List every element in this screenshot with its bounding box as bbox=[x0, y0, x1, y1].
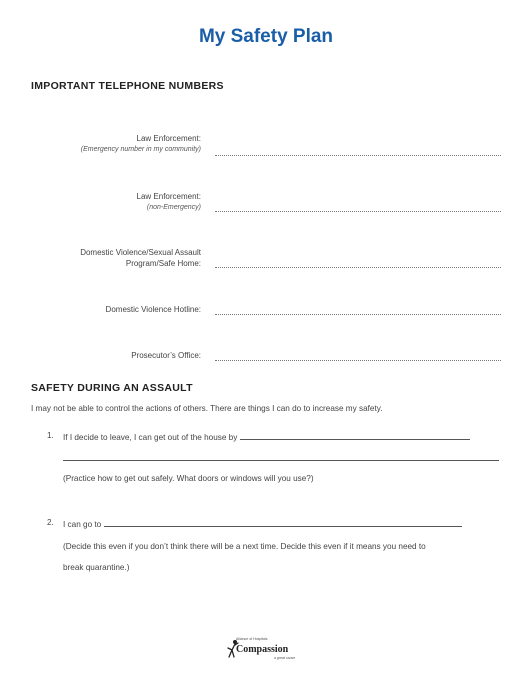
phone-entry-line[interactable] bbox=[215, 155, 501, 156]
safety-assault-heading: SAFETY DURING AN ASSAULT bbox=[31, 382, 193, 394]
assault-intro: I may not be able to control the actions of others. There are things I can do to increase my safety. bbox=[31, 404, 383, 413]
item-1-prompt: If I decide to leave, I can get out of the house by bbox=[63, 433, 238, 442]
phone-entry-line[interactable] bbox=[215, 267, 501, 268]
logo-tagline: Alliance of Hospitals bbox=[236, 637, 268, 641]
item-2-note-line-2: break quarantine.) bbox=[63, 563, 130, 572]
phone-label-text-2: Program/Safe Home: bbox=[125, 259, 201, 268]
item-2-text bbox=[63, 518, 462, 529]
phone-numbers-heading: IMPORTANT TELEPHONE NUMBERS bbox=[31, 80, 224, 92]
phone-label-text: Domestic Violence Hotline: bbox=[105, 305, 201, 314]
item-2-prompt: I can go to bbox=[63, 520, 102, 529]
item-1-note: (Practice how to get out safely. What doors or windows will you use?) bbox=[63, 474, 314, 483]
phone-entry-line[interactable] bbox=[215, 314, 501, 315]
phone-label bbox=[81, 133, 201, 155]
phone-label-text: Law Enforcement: bbox=[136, 134, 201, 143]
item-2-answer-line[interactable] bbox=[104, 518, 462, 527]
phone-label-text: Domestic Violence/Sexual Assault bbox=[80, 248, 201, 257]
phone-label-text: Law Enforcement: bbox=[136, 192, 201, 201]
phone-entry-line[interactable] bbox=[215, 360, 501, 361]
phone-label bbox=[80, 247, 201, 269]
page-title: My Safety Plan bbox=[198, 26, 334, 47]
item-1-answer-line-2[interactable] bbox=[63, 460, 499, 461]
item-2-note-line-1: (Decide this even if you don’t think there will be a next time. Decide this even if it means you need to bbox=[63, 542, 426, 551]
logo-subtag: a great cause bbox=[274, 656, 296, 660]
item-1-answer-line[interactable] bbox=[240, 431, 470, 440]
phone-label-text: Prosecutor’s Office: bbox=[131, 351, 201, 360]
phone-label-sub: (non-Emergency) bbox=[146, 204, 201, 211]
phone-label bbox=[131, 350, 201, 361]
phone-entry-line[interactable] bbox=[215, 211, 501, 212]
item-number: 1. bbox=[47, 431, 54, 440]
phone-label bbox=[106, 304, 201, 315]
item-1-text bbox=[63, 431, 470, 442]
phone-label-sub: (Emergency number in my community) bbox=[80, 146, 201, 153]
logo-name: Compassion bbox=[236, 644, 289, 655]
phone-label bbox=[137, 191, 201, 213]
item-number: 2. bbox=[47, 518, 54, 527]
compassion-logo bbox=[226, 637, 306, 663]
